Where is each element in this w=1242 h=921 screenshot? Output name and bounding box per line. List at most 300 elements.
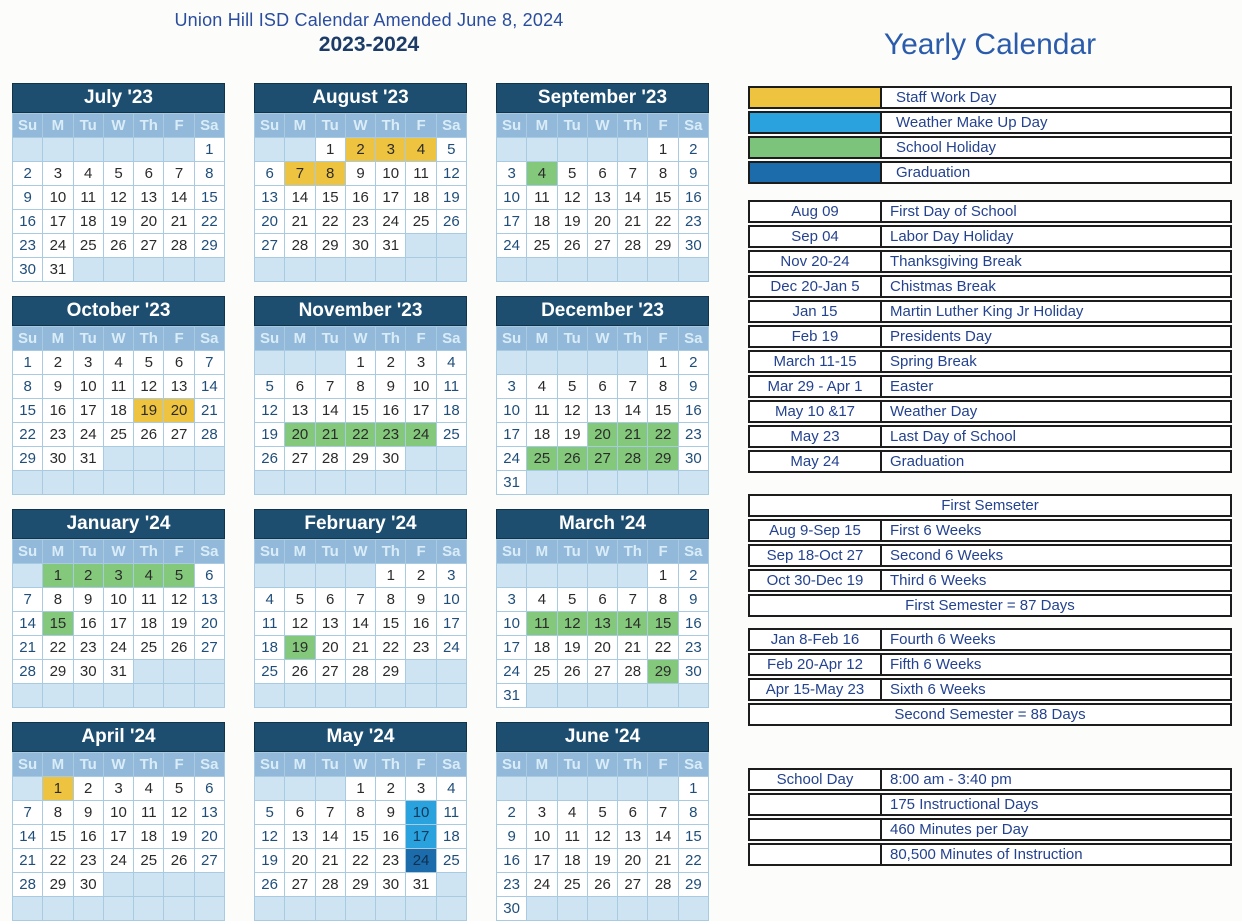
day-cell: 23	[376, 849, 406, 873]
second-semester-range: Jan 8-Feb 16	[750, 630, 882, 649]
month-title: January '24	[12, 509, 225, 539]
weekday-header: Th	[618, 114, 648, 138]
weekday-header-row	[255, 753, 467, 777]
weekday-header-row	[13, 114, 225, 138]
day-cell: 28	[285, 234, 315, 258]
day-cell: 19	[134, 399, 164, 423]
weekday-header: Sa	[194, 753, 224, 777]
empty-cell	[194, 897, 224, 921]
weekday-header: Th	[134, 327, 164, 351]
day-cell: 11	[527, 612, 557, 636]
day-cell: 7	[164, 162, 194, 186]
weekday-header: Th	[618, 327, 648, 351]
day-cell: 21	[13, 636, 43, 660]
week-row	[13, 897, 225, 921]
weekday-header: Su	[255, 114, 285, 138]
weekday-header: M	[285, 753, 315, 777]
weekday-header: Th	[376, 540, 406, 564]
day-cell: 29	[194, 234, 224, 258]
day-cell: 16	[678, 612, 708, 636]
day-cell: 29	[345, 873, 375, 897]
week-row	[497, 777, 709, 801]
day-cell: 18	[557, 849, 587, 873]
day-cell: 16	[73, 825, 103, 849]
weekday-header: Sa	[436, 114, 466, 138]
weekday-header-row	[497, 540, 709, 564]
day-cell: 21	[315, 849, 345, 873]
day-cell: 13	[587, 612, 617, 636]
day-cell: 18	[134, 612, 164, 636]
day-cell: 7	[345, 588, 375, 612]
empty-cell	[315, 777, 345, 801]
empty-cell	[134, 471, 164, 495]
empty-cell	[527, 471, 557, 495]
day-cell: 12	[255, 399, 285, 423]
event-label: Labor Day Holiday	[890, 228, 1014, 245]
weekday-header: Sa	[436, 753, 466, 777]
day-cell: 11	[103, 375, 133, 399]
empty-cell	[406, 234, 436, 258]
day-cell: 18	[527, 423, 557, 447]
calendar-grid	[12, 83, 726, 921]
day-cell: 20	[134, 210, 164, 234]
month-calendar	[496, 722, 709, 921]
empty-cell	[164, 684, 194, 708]
day-cell: 29	[648, 234, 678, 258]
month-title: December '23	[496, 296, 709, 326]
empty-cell	[436, 258, 466, 282]
day-cell: 5	[557, 375, 587, 399]
empty-cell	[587, 351, 617, 375]
day-cell: 15	[648, 186, 678, 210]
day-cell: 8	[43, 588, 73, 612]
empty-cell	[436, 684, 466, 708]
day-cell: 17	[406, 399, 436, 423]
day-cell: 21	[618, 423, 648, 447]
day-cell: 5	[164, 564, 194, 588]
day-cell: 24	[103, 636, 133, 660]
first-semester-table	[748, 494, 1232, 619]
weekday-header: Th	[134, 753, 164, 777]
month-calendar	[254, 722, 467, 921]
empty-cell	[618, 138, 648, 162]
day-cell: 24	[406, 849, 436, 873]
month-grid	[254, 326, 467, 495]
day-cell: 13	[164, 375, 194, 399]
day-cell: 13	[285, 825, 315, 849]
day-cell: 27	[285, 447, 315, 471]
day-cell: 12	[557, 399, 587, 423]
day-cell: 1	[194, 138, 224, 162]
day-cell: 18	[134, 825, 164, 849]
empty-cell	[13, 471, 43, 495]
day-cell: 31	[497, 684, 527, 708]
day-cell: 18	[406, 186, 436, 210]
day-cell: 10	[497, 399, 527, 423]
week-row	[255, 849, 467, 873]
day-cell: 23	[13, 234, 43, 258]
month-title: November '23	[254, 296, 467, 326]
month-title: October '23	[12, 296, 225, 326]
event-date: Sep 04	[750, 227, 882, 246]
day-cell: 4	[134, 564, 164, 588]
week-row	[255, 234, 467, 258]
day-cell: 4	[436, 777, 466, 801]
day-cell: 14	[618, 186, 648, 210]
empty-cell	[285, 471, 315, 495]
weekday-header: M	[527, 327, 557, 351]
day-cell: 14	[315, 399, 345, 423]
event-row	[748, 300, 1232, 323]
week-row	[255, 564, 467, 588]
day-cell: 23	[43, 423, 73, 447]
day-cell: 10	[406, 375, 436, 399]
day-cell: 20	[315, 636, 345, 660]
empty-cell	[13, 564, 43, 588]
day-cell: 25	[436, 849, 466, 873]
month-calendar	[496, 509, 709, 708]
weekday-header: F	[164, 327, 194, 351]
weekday-header: W	[345, 753, 375, 777]
day-cell: 26	[134, 423, 164, 447]
empty-cell	[315, 897, 345, 921]
day-cell: 28	[345, 660, 375, 684]
day-cell: 2	[73, 777, 103, 801]
day-cell: 28	[315, 873, 345, 897]
day-cell: 29	[315, 234, 345, 258]
day-cell: 14	[13, 825, 43, 849]
empty-cell	[103, 138, 133, 162]
day-cell: 19	[164, 612, 194, 636]
day-cell: 19	[103, 210, 133, 234]
week-row	[13, 777, 225, 801]
second-semester-label: Fifth 6 Weeks	[890, 656, 982, 673]
day-cell: 8	[648, 162, 678, 186]
day-cell: 26	[103, 234, 133, 258]
week-row	[497, 423, 709, 447]
day-cell: 5	[285, 588, 315, 612]
day-cell: 13	[587, 399, 617, 423]
day-cell: 6	[194, 777, 224, 801]
month-calendar	[12, 296, 225, 495]
empty-cell	[43, 684, 73, 708]
day-cell: 25	[436, 423, 466, 447]
empty-cell	[527, 258, 557, 282]
day-cell: 19	[255, 849, 285, 873]
day-cell: 3	[497, 162, 527, 186]
day-cell: 3	[406, 351, 436, 375]
day-cell: 4	[436, 351, 466, 375]
month-grid-body	[255, 540, 467, 708]
day-cell: 10	[376, 162, 406, 186]
month-title: April '24	[12, 722, 225, 752]
empty-cell	[285, 684, 315, 708]
day-cell: 6	[587, 162, 617, 186]
empty-cell	[406, 471, 436, 495]
event-date: May 23	[750, 427, 882, 446]
day-cell: 4	[406, 138, 436, 162]
day-cell: 8	[13, 375, 43, 399]
first-semester-label: Second 6 Weeks	[890, 547, 1004, 564]
day-cell: 28	[194, 423, 224, 447]
legend-label: Weather Make Up Day	[896, 114, 1048, 131]
day-cell: 30	[13, 258, 43, 282]
week-row	[497, 636, 709, 660]
week-row	[497, 684, 709, 708]
day-cell: 22	[648, 210, 678, 234]
weekday-header-row	[497, 114, 709, 138]
weekday-header: Sa	[194, 114, 224, 138]
day-cell: 8	[648, 375, 678, 399]
month-calendar	[254, 83, 467, 282]
day-cell: 18	[436, 399, 466, 423]
day-cell: 2	[678, 138, 708, 162]
day-cell: 4	[255, 588, 285, 612]
day-cell: 29	[43, 660, 73, 684]
legend-swatch-staff	[750, 88, 882, 107]
weekday-header: Tu	[557, 114, 587, 138]
weekday-header-row	[13, 540, 225, 564]
day-cell: 15	[648, 399, 678, 423]
day-cell: 10	[436, 588, 466, 612]
empty-cell	[315, 471, 345, 495]
empty-cell	[587, 897, 617, 921]
empty-cell	[285, 777, 315, 801]
week-row	[13, 660, 225, 684]
day-cell: 14	[285, 186, 315, 210]
week-row	[497, 447, 709, 471]
event-date: Mar 29 - Apr 1	[750, 377, 882, 396]
weekday-header: Tu	[73, 540, 103, 564]
day-cell: 1	[648, 351, 678, 375]
week-row	[497, 399, 709, 423]
empty-cell	[194, 660, 224, 684]
empty-cell	[255, 351, 285, 375]
day-cell: 28	[648, 873, 678, 897]
day-cell: 12	[164, 801, 194, 825]
day-cell: 6	[164, 351, 194, 375]
day-cell: 31	[103, 660, 133, 684]
empty-cell	[648, 258, 678, 282]
weekday-header: M	[43, 327, 73, 351]
weekday-header-row	[255, 327, 467, 351]
day-cell: 26	[557, 234, 587, 258]
empty-cell	[557, 564, 587, 588]
day-cell: 19	[557, 636, 587, 660]
school-day-left	[750, 795, 882, 814]
weekday-header: Th	[618, 540, 648, 564]
week-row	[13, 351, 225, 375]
day-cell: 15	[376, 612, 406, 636]
day-cell: 22	[43, 636, 73, 660]
day-cell: 31	[43, 258, 73, 282]
first-semester-row	[748, 544, 1232, 567]
weekday-header: M	[285, 114, 315, 138]
event-date: May 24	[750, 452, 882, 471]
day-cell: 16	[497, 849, 527, 873]
week-row	[255, 777, 467, 801]
day-cell: 2	[43, 351, 73, 375]
weekday-header: Tu	[315, 327, 345, 351]
week-row	[255, 801, 467, 825]
day-cell: 3	[103, 777, 133, 801]
empty-cell	[406, 897, 436, 921]
day-cell: 22	[345, 849, 375, 873]
empty-cell	[497, 258, 527, 282]
empty-cell	[587, 777, 617, 801]
day-cell: 13	[285, 399, 315, 423]
day-cell: 21	[285, 210, 315, 234]
day-cell: 26	[255, 447, 285, 471]
second-semester-row	[748, 653, 1232, 676]
weekday-header: Tu	[557, 327, 587, 351]
week-row	[255, 162, 467, 186]
day-cell: 19	[255, 423, 285, 447]
week-row	[255, 660, 467, 684]
second-semester-label: Sixth 6 Weeks	[890, 681, 986, 698]
day-cell: 22	[648, 636, 678, 660]
day-cell: 12	[587, 825, 617, 849]
day-cell: 15	[648, 612, 678, 636]
day-cell: 7	[648, 801, 678, 825]
day-cell: 2	[376, 351, 406, 375]
day-cell: 19	[557, 210, 587, 234]
event-row	[748, 400, 1232, 423]
empty-cell	[436, 873, 466, 897]
school-day-right: 460 Minutes per Day	[890, 821, 1029, 838]
day-cell: 24	[497, 660, 527, 684]
day-cell: 25	[557, 873, 587, 897]
week-row	[255, 897, 467, 921]
month-calendar	[496, 83, 709, 282]
day-cell: 19	[285, 636, 315, 660]
weekday-header: Tu	[73, 114, 103, 138]
day-cell: 20	[164, 399, 194, 423]
second-semester-table	[748, 628, 1232, 728]
day-cell: 4	[134, 777, 164, 801]
week-row	[13, 210, 225, 234]
week-row	[255, 636, 467, 660]
event-label: Chistmas Break	[890, 278, 996, 295]
day-cell: 6	[587, 588, 617, 612]
day-cell: 9	[678, 588, 708, 612]
empty-cell	[164, 471, 194, 495]
empty-cell	[134, 447, 164, 471]
weekday-header: Tu	[557, 753, 587, 777]
empty-cell	[497, 777, 527, 801]
empty-cell	[648, 684, 678, 708]
day-cell: 12	[134, 375, 164, 399]
day-cell: 27	[194, 636, 224, 660]
day-cell: 17	[43, 210, 73, 234]
weekday-header: Tu	[73, 753, 103, 777]
weekday-header: Th	[376, 753, 406, 777]
day-cell: 16	[406, 612, 436, 636]
day-cell: 21	[13, 849, 43, 873]
second-semester-footer: Second Semester = 88 Days	[748, 703, 1232, 726]
empty-cell	[406, 258, 436, 282]
day-cell: 14	[618, 612, 648, 636]
week-row	[497, 351, 709, 375]
weekday-header: F	[406, 753, 436, 777]
day-cell: 18	[73, 210, 103, 234]
day-cell: 15	[315, 186, 345, 210]
day-cell: 1	[43, 777, 73, 801]
day-cell: 17	[527, 849, 557, 873]
month-calendar	[496, 296, 709, 495]
day-cell: 15	[345, 825, 375, 849]
empty-cell	[678, 897, 708, 921]
month-grid-body	[497, 540, 709, 708]
day-cell: 8	[315, 162, 345, 186]
week-row	[497, 564, 709, 588]
empty-cell	[587, 684, 617, 708]
week-row	[497, 825, 709, 849]
empty-cell	[678, 471, 708, 495]
empty-cell	[103, 873, 133, 897]
first-semester-label: First 6 Weeks	[890, 522, 982, 539]
week-row	[255, 375, 467, 399]
day-cell: 23	[345, 210, 375, 234]
weekday-header: Sa	[678, 327, 708, 351]
event-label: Easter	[890, 378, 934, 395]
day-cell: 28	[315, 447, 345, 471]
day-cell: 8	[678, 801, 708, 825]
day-cell: 28	[13, 660, 43, 684]
week-row	[255, 351, 467, 375]
day-cell: 9	[497, 825, 527, 849]
day-cell: 25	[406, 210, 436, 234]
day-cell: 28	[618, 447, 648, 471]
week-row	[255, 258, 467, 282]
day-cell: 16	[376, 825, 406, 849]
empty-cell	[255, 777, 285, 801]
empty-cell	[345, 564, 375, 588]
day-cell: 26	[557, 660, 587, 684]
day-cell: 18	[527, 210, 557, 234]
day-cell: 22	[345, 423, 375, 447]
weekday-header: Su	[255, 327, 285, 351]
day-cell: 21	[618, 210, 648, 234]
weekday-header: M	[527, 753, 557, 777]
weekday-header: Th	[134, 114, 164, 138]
week-row	[497, 162, 709, 186]
day-cell: 28	[164, 234, 194, 258]
day-cell: 22	[315, 210, 345, 234]
day-cell: 23	[406, 636, 436, 660]
yearly-calendar-title: Yearly Calendar	[883, 28, 1097, 61]
day-cell: 29	[376, 660, 406, 684]
empty-cell	[315, 351, 345, 375]
empty-cell	[43, 897, 73, 921]
weekday-header: F	[164, 753, 194, 777]
weekday-header: F	[406, 114, 436, 138]
day-cell: 30	[73, 873, 103, 897]
day-cell: 1	[648, 564, 678, 588]
day-cell: 11	[527, 186, 557, 210]
weekday-header: M	[43, 540, 73, 564]
empty-cell	[285, 258, 315, 282]
week-row	[13, 447, 225, 471]
day-cell: 28	[618, 234, 648, 258]
weekday-header-row	[255, 540, 467, 564]
day-cell: 27	[618, 873, 648, 897]
first-semester-row	[748, 519, 1232, 542]
empty-cell	[436, 897, 466, 921]
day-cell: 11	[406, 162, 436, 186]
day-cell: 14	[194, 375, 224, 399]
day-cell: 20	[194, 825, 224, 849]
